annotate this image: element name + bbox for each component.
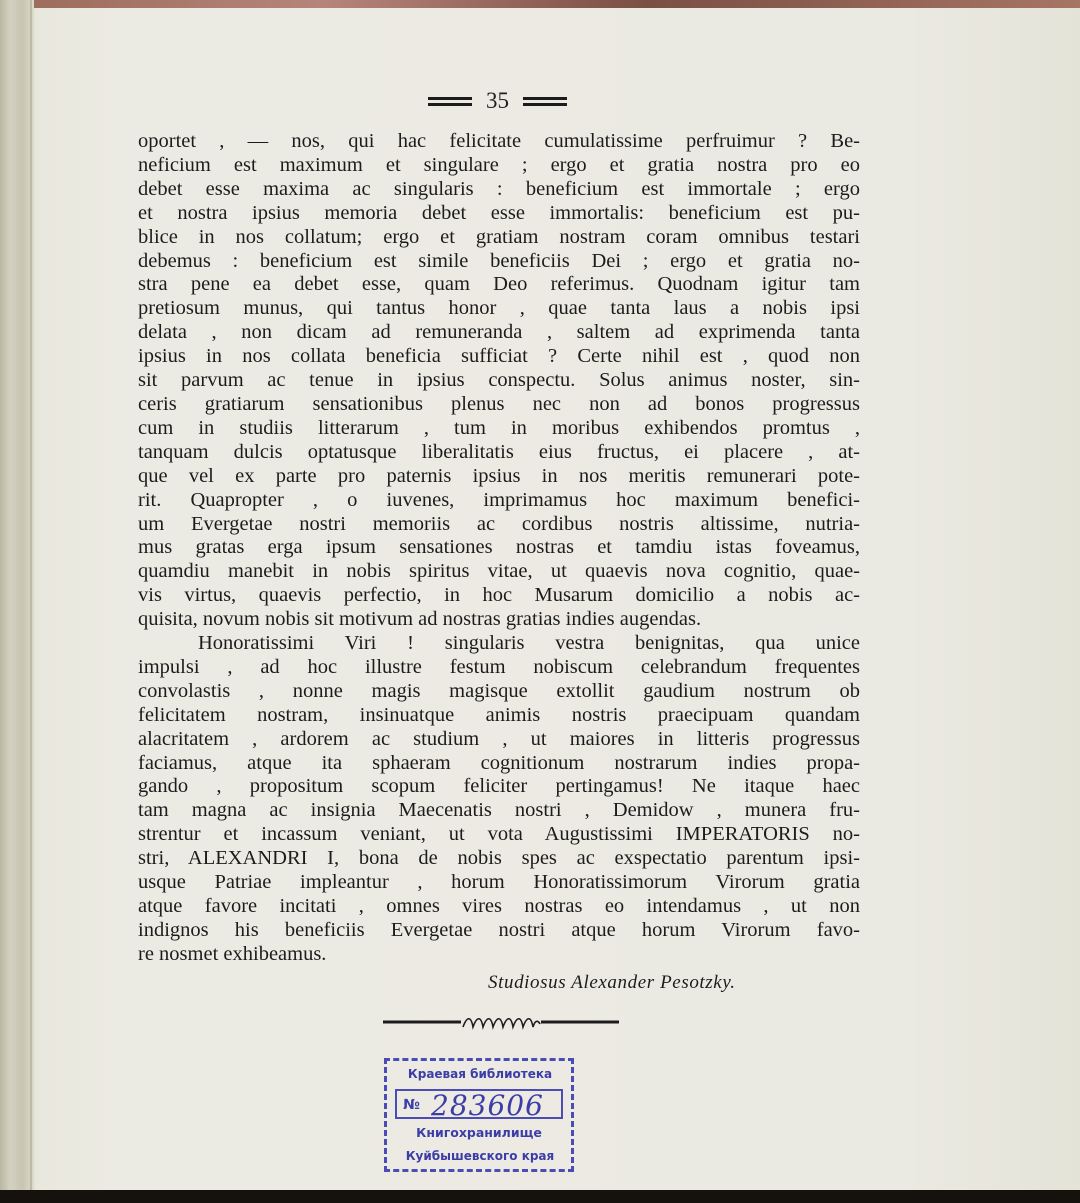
text-line: convolastis , nonne magis magisque extollit gaudium nostrum ob — [138, 679, 860, 702]
binding-fold-line — [30, 0, 32, 1190]
text-line: pretiosum munus, qui tantus honor , quae tanta laus a nobis ipsi — [138, 297, 860, 320]
text-line: mus gratas erga ipsum sensationes nostras et tamdiu istas foveamus, — [138, 536, 860, 559]
text-line: alacritatem , ardorem ac studium , ut maiores in litteris progressus — [138, 727, 860, 750]
text-line: vis virtus, quaevis perfectio, in hoc Musarum domicilio a nobis ac- — [138, 584, 860, 607]
text-line: sit parvum ac tenue in ipsius conspectu. Solus animus noster, sin- — [138, 369, 860, 392]
page-header — [415, 86, 580, 116]
book-binding-edge — [0, 0, 34, 1190]
header-right-rule — [523, 97, 567, 106]
text-line: tanquam dulcis optatusque liberalitatis eius fructus, ei placere , at- — [138, 440, 860, 463]
text-line: atque favore incitati , omnes vires nostras eo intendamus , ut non — [138, 895, 860, 917]
text-line: usque Patriae impleantur , horum Honoratissimorum Virorum gratia — [138, 871, 860, 894]
text-line: quamdiu manebit in nobis spiritus vitae, ut quaevis nova cognitio, quae- — [138, 560, 860, 583]
author-signature: Studiosus Alexander Pesotzky. — [488, 972, 736, 993]
page-number: 35 — [486, 88, 509, 113]
stamp-inventory-number: 283606 — [431, 1089, 544, 1122]
text-line: neficium est maximum et singulare ; ergo et gratia nostra pro eo — [138, 153, 860, 176]
text-line: cum in studiis litterarum , tum in moribus exhibendos promtus , — [138, 416, 860, 439]
text-line: impulsi , ad hoc illustre festum nobiscum celebrandum frequentes — [138, 655, 860, 678]
text-line: rit. Quapropter , o iuvenes, imprimamus hoc maximum benefici- — [138, 488, 860, 511]
body-text — [138, 130, 860, 967]
text-line: tam magna ac insignia Maecenatis nostri , Demidow , munera fru- — [138, 799, 860, 822]
text-line: faciamus, atque ita sphaeram cognitionum nostrarum indies propa- — [138, 751, 860, 774]
text-line: indignos his beneficiis Evergetae nostri atque horum Virorum favo- — [138, 918, 860, 941]
text-line: stra pene ea debet esse, quam Deo referimus. Quodnam igitur tam — [138, 273, 860, 296]
stamp-depository: Книгохранилище — [416, 1125, 542, 1140]
text-line: oportet , — nos, qui hac felicitate cumulatissime perfruimur ? Be- — [138, 130, 860, 152]
text-line: debet esse maxima ac singularis : beneficium est immortale ; ergo — [138, 177, 860, 200]
header-left-rule — [428, 97, 472, 106]
text-line: et nostra ipsius memoria debet esse immortalis: beneficium est pu- — [138, 201, 860, 224]
text-line: blice in nos collatum; ergo et gratiam nostram coram omnibus testari — [138, 225, 860, 248]
text-line: strentur et incassum veniant, ut vota Augustissimi IMPERATORIS no- — [138, 823, 860, 846]
stamp-number-label: № — [403, 1097, 420, 1113]
text-line: ceris gratiarum sensationibus plenus nec non ad bonos progressus — [138, 392, 860, 415]
text-line: que vel ex parte pro paternis ipsius in nos meritis remunerari pote- — [138, 464, 860, 487]
library-stamp — [384, 1058, 574, 1172]
text-line: stri, ALEXANDRI I, bona de nobis spes ac exspectatio parentum ipsi- — [138, 847, 860, 870]
scan-bottom-edge — [0, 1190, 1080, 1203]
text-line: ipsius in nos collata beneficia sufficiat ? Certe nihil est , quod non — [138, 345, 860, 368]
stamp-library-name: Краевая библиотека — [407, 1067, 553, 1081]
closing-ornament — [383, 1012, 619, 1032]
page-top-edge — [0, 0, 1080, 8]
text-line: felicitatem nostram, insinuatque animis nostris praecipuam quandam — [138, 703, 860, 726]
text-line: quisita, novum nobis sit motivum ad nostras gratias indies augendas. — [138, 608, 702, 631]
text-line: debemus : beneficium est simile beneficiis Dei ; ergo et gratia no- — [138, 249, 860, 272]
text-line: re nosmet exhibeamus. — [138, 942, 327, 965]
stamp-region: Куйбышевского края — [405, 1149, 555, 1163]
text-line: gando , propositum scopum feliciter pertingamus! Ne itaque haec — [138, 775, 860, 798]
text-line: Honoratissimi Viri ! singularis vestra benignitas, qua unice — [198, 632, 860, 655]
text-line: delata , non dicam ad remuneranda , saltem ad exprimenda tanta — [138, 321, 860, 344]
stamp-number-box — [395, 1089, 563, 1122]
text-line: um Evergetae nostri memoriis ac cordibus nostris altissime, nutria- — [138, 512, 860, 535]
